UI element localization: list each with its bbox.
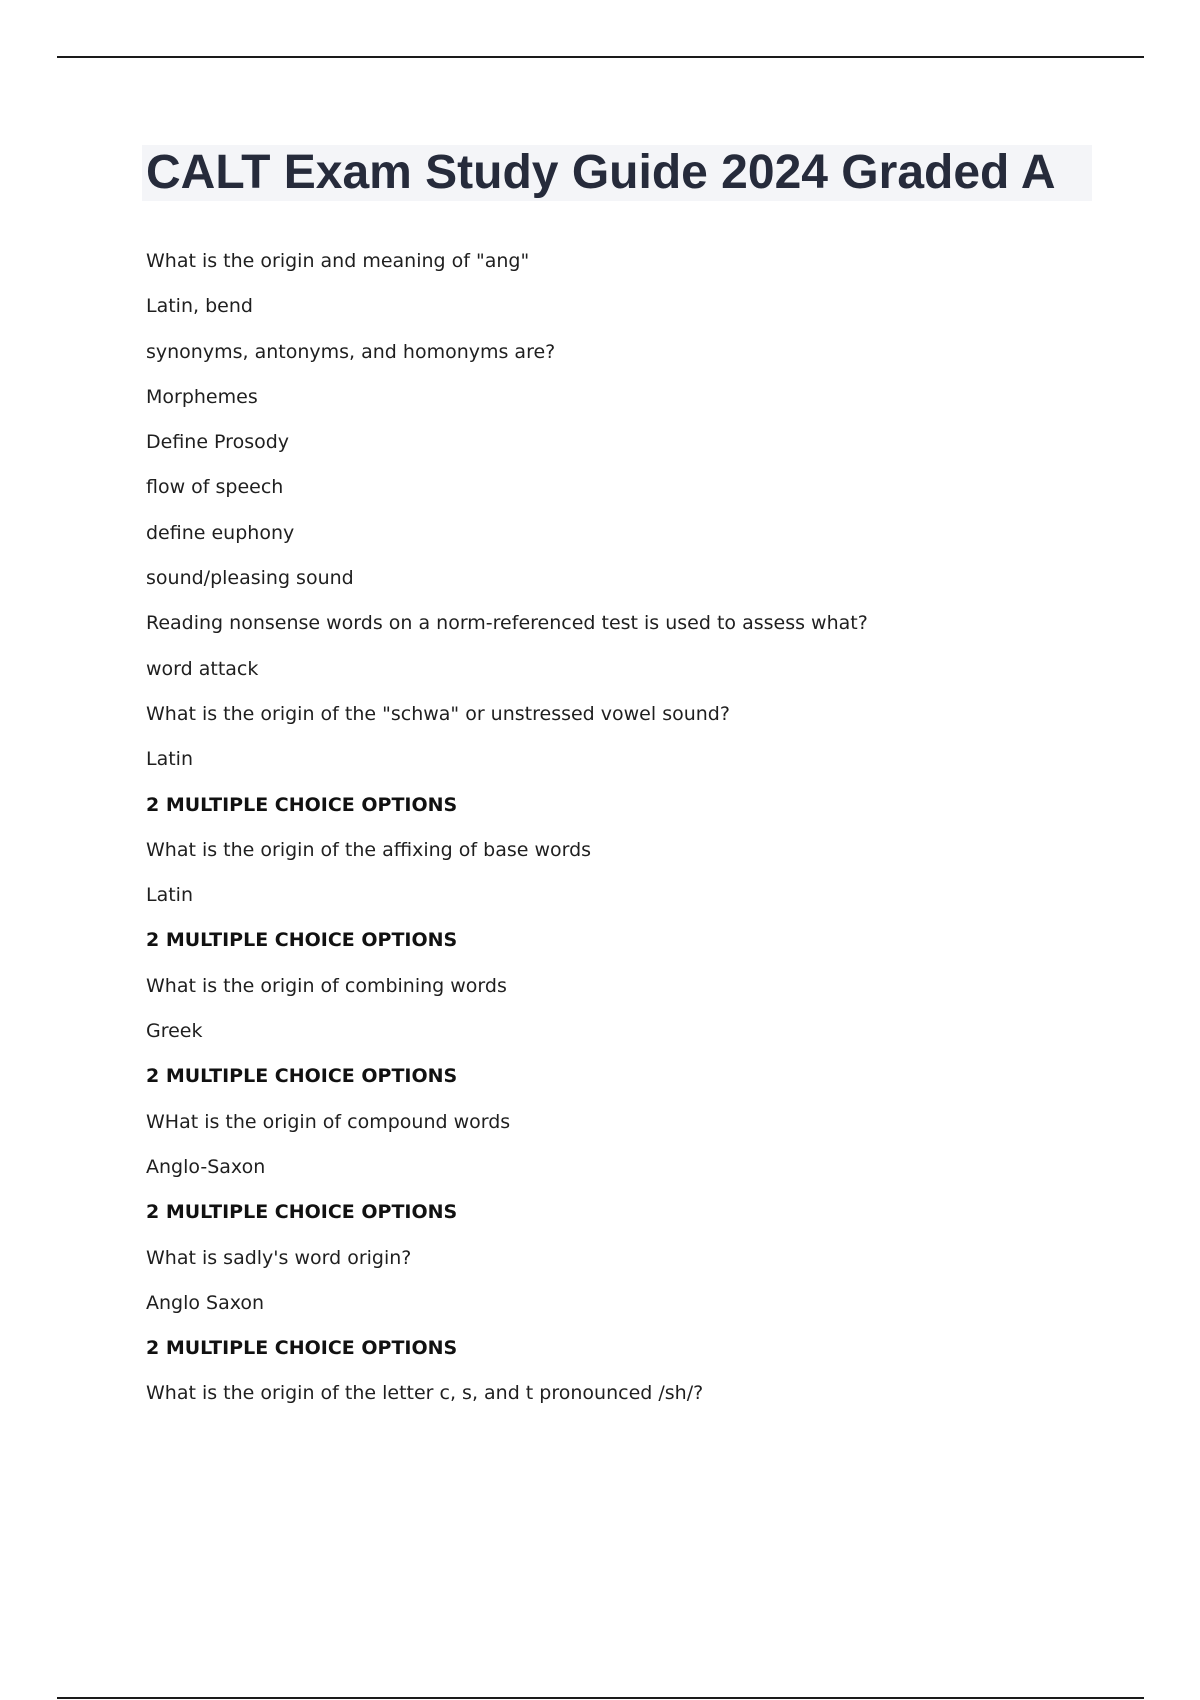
options-note: 2 MULTIPLE CHOICE OPTIONS: [146, 1065, 458, 1088]
top-rule: [57, 56, 1144, 58]
question-text: What is sadly's word origin?: [146, 1246, 412, 1269]
question-text: WHat is the origin of compound words: [146, 1110, 511, 1133]
answer-text: Anglo Saxon: [146, 1291, 265, 1314]
answer-text: Latin: [146, 884, 193, 907]
answer-text: word attack: [146, 657, 259, 680]
page-title: CALT Exam Study Guide 2024 Graded A: [146, 146, 1056, 199]
options-note: 2 MULTIPLE CHOICE OPTIONS: [146, 793, 458, 816]
bottom-rule: [57, 1697, 1144, 1699]
answer-text: Greek: [146, 1020, 203, 1043]
answer-text: Anglo-Saxon: [146, 1155, 266, 1178]
options-note: 2 MULTIPLE CHOICE OPTIONS: [146, 1337, 458, 1360]
title-banner: [142, 145, 1092, 201]
answer-text: sound/pleasing sound: [146, 567, 354, 590]
question-text: What is the origin of combining words: [146, 974, 507, 997]
question-text: Reading nonsense words on a norm-referenced test is used to assess what?: [146, 612, 868, 635]
answer-text: Latin, bend: [146, 295, 253, 318]
options-note: 2 MULTIPLE CHOICE OPTIONS: [146, 1201, 458, 1224]
question-text: synonyms, antonyms, and homonyms are?: [146, 340, 556, 363]
question-text: define euphony: [146, 521, 295, 544]
question-text: What is the origin of the letter c, s, and t pronounced /sh/?: [146, 1382, 704, 1405]
question-text: What is the origin and meaning of "ang": [146, 250, 530, 272]
answer-text: flow of speech: [146, 476, 284, 499]
question-text: Define Prosody: [146, 431, 290, 454]
options-note: 2 MULTIPLE CHOICE OPTIONS: [146, 929, 458, 952]
qa-list: [146, 244, 1106, 1422]
question-text: What is the origin of the "schwa" or unstressed vowel sound?: [146, 702, 730, 725]
answer-text: Morphemes: [146, 385, 258, 408]
answer-text: Latin: [146, 748, 193, 771]
question-text: What is the origin of the affixing of base words: [146, 838, 592, 861]
